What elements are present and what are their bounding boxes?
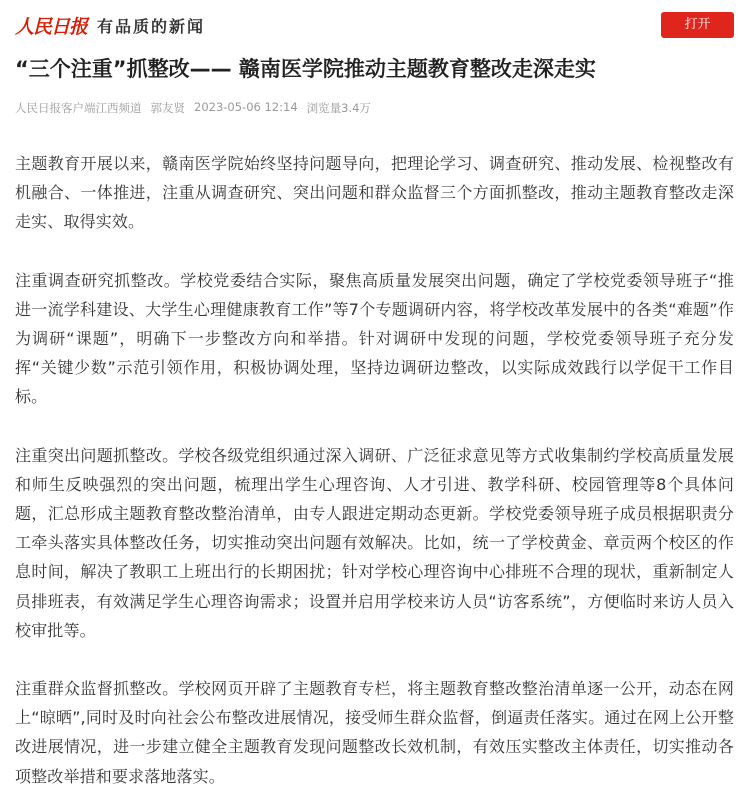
logo: 人民日报: [15, 15, 88, 38]
article-meta: [15, 100, 734, 116]
article-author: 郭友贤: [150, 101, 185, 115]
article-title: “三个注重”抓整改—— 赣南医学院推动主题教育整改走深走实: [15, 57, 596, 81]
open-app-button[interactable]: 打开: [661, 12, 734, 38]
brand: [15, 12, 205, 39]
article-body: [15, 149, 734, 791]
paragraph: 主题教育开展以来，赣南医学院始终坚持问题导向，把理论学习、调查研究、推动发展、检视整改有机融合、一体推进，注重从调查研究、突出问题和群众监督三个方面抓整改，推动主题教育整改走深走实、取得实效。: [15, 154, 734, 232]
article-source: 人民日报客户端江西频道: [15, 101, 142, 115]
article-datetime: 2023-05-06 12:14: [194, 100, 298, 114]
article-views: 浏览量3.4万: [306, 101, 371, 115]
paragraph: 注重突出问题抓整改。学校各级党组织通过深入调研、广泛征求意见等方式收集制约学校高质量发展和师生反映强烈的突出问题，梳理出学生心理咨询、人才引进、教学科研、校园管理等8个具体问题，汇总形成主题教育整改整治清单，由专人跟进定期动态更新。学校党委领导班子成员根据职责分工牵头落实具体整改任务，切实推动突出问题有效解决。比如，统一了学校黄金、章贡两个校区的作息时间，解决了教职工上班出行的长期困扰；针对学校心理咨询中心排班不合理的现状，重新制定人员排班表，有效满足学生心理咨询需求；设置并启用学校来访人员“访客系统”，方便临时来访人员入校审批等。: [15, 445, 734, 640]
top-bar: [15, 0, 734, 44]
paragraph: 注重调查研究抓整改。学校党委结合实际，聚焦高质量发展突出问题，确定了学校党委领导班子“推进一流学科建设、大学生心理健康教育工作”等7个专题调研内容，将学校改革发展中的各类“难题”作为调研“课题”，明确下一步整改方向和举措。针对调研中发现的问题，学校党委领导班子充分发挥“关键少数”示范引领作用，积极协调处理，坚持边调研边整改，以实际成效践行以学促干工作目标。: [15, 270, 734, 407]
paragraph: 注重群众监督抓整改。学校网页开辟了主题教育专栏，将主题教育整改整治清单逐一公开，动态在网上“晾晒”,同时及时向社会公布整改进展情况，接受师生群众监督，倒逼责任落实。通过在网上公开整改进展情况，进一步建立健全主题教育发现问题整改长效机制，有效压实整改主体责任，切实推动各项整改举措和要求落地落实。: [15, 679, 734, 786]
slogan: 有品质的新闻: [97, 16, 206, 36]
